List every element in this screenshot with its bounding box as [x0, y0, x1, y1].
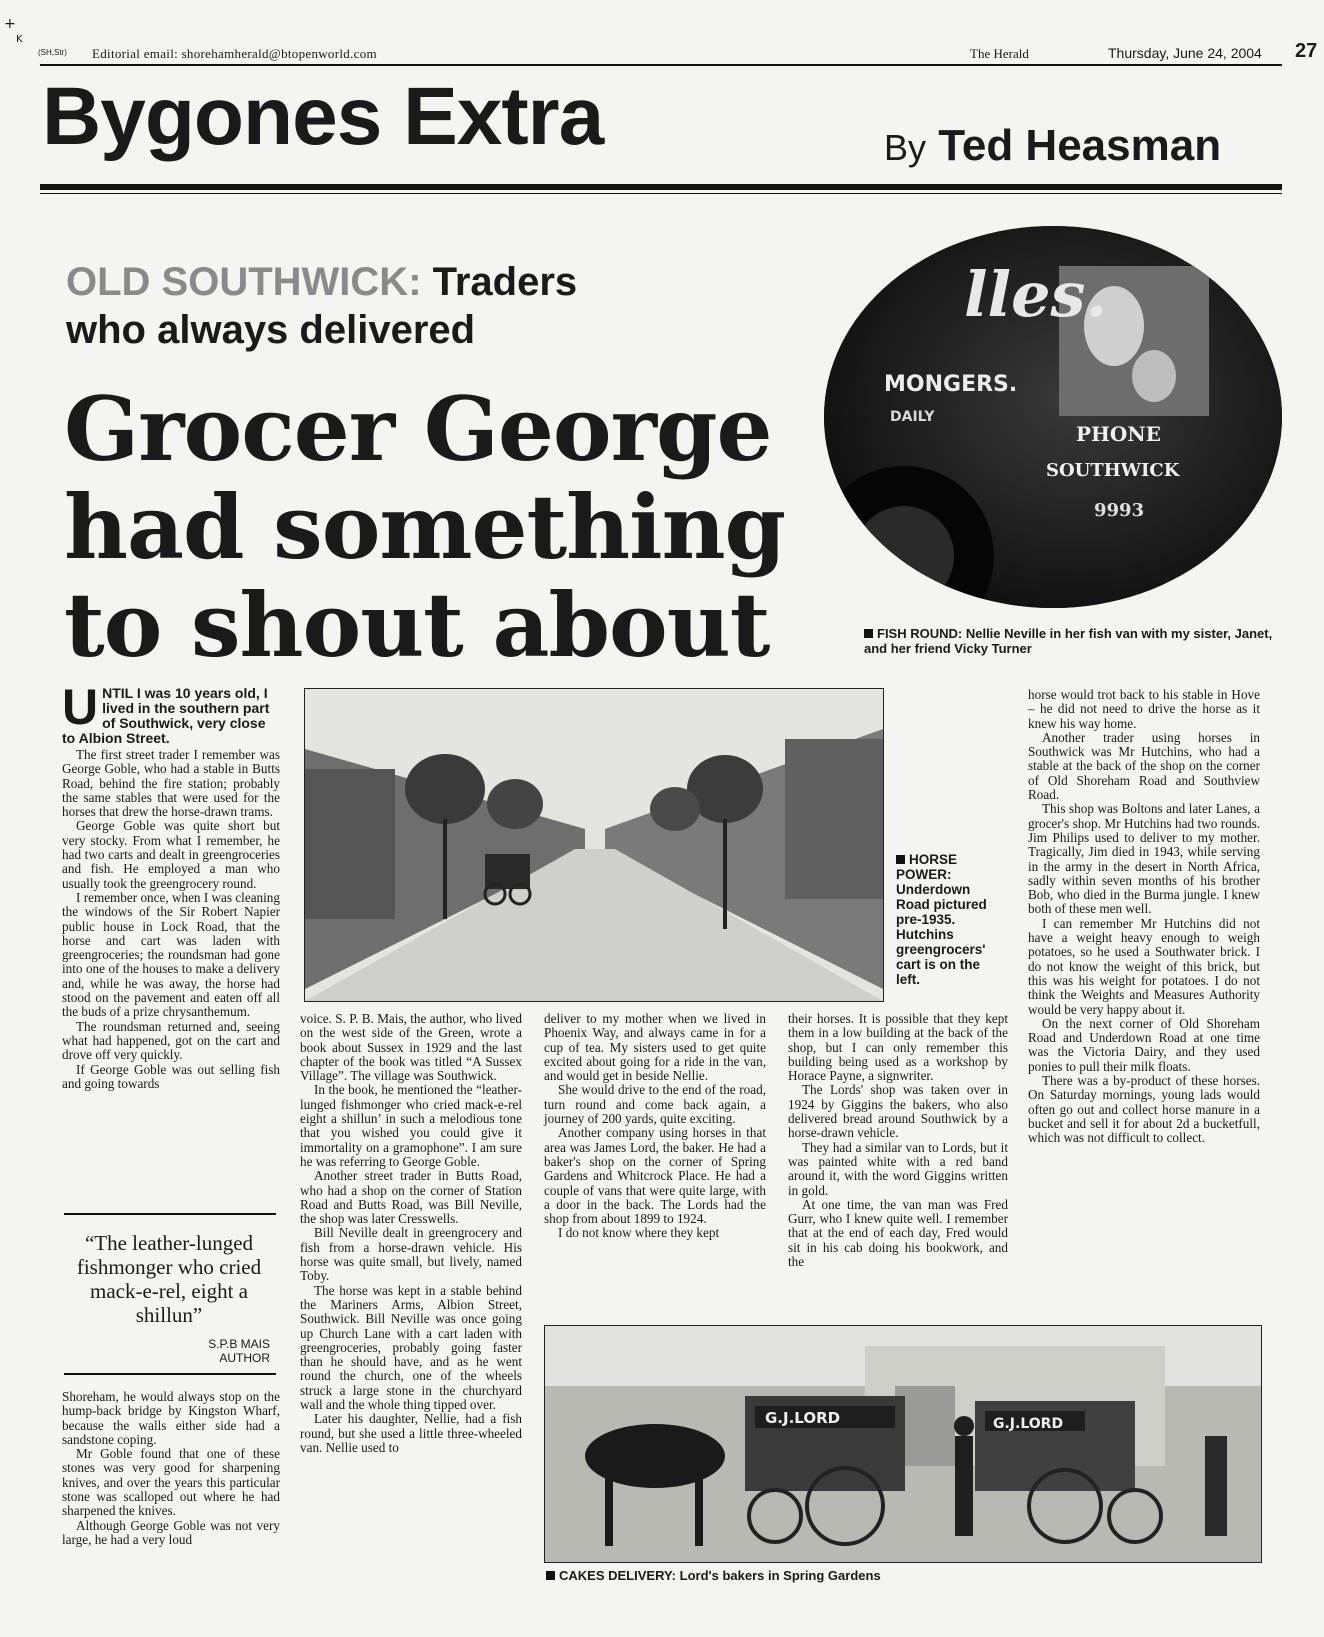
headline: [64, 377, 786, 677]
van-phone: PHONE: [1076, 422, 1161, 446]
caption-bullet-icon: [546, 1571, 555, 1580]
paragraph: On the next corner of Old Shoreham Road and Underdown Road at one time was the Victoria Dairy, and they used ponies to pull their milk floats.: [1028, 1015, 1260, 1074]
cart-sign-left: G.J.LORD: [765, 1409, 841, 1427]
byline-by: By: [884, 127, 927, 168]
kicker-rest: Traders: [432, 260, 578, 304]
fish-van-photo: [824, 226, 1282, 608]
paragraph: voice. S. P. B. Mais, the author, who lived on the west side of the Green, wrote a book about Sussex in 1929 and the last chapter of the book was titled “A Sussex Village”. The village was Southwick.: [300, 1011, 522, 1084]
editorial-email: Editorial email: shorehamherald@btopenworld.com: [92, 46, 377, 61]
paragraph: George Goble was quite short but very stocky. From what I remember, he had two carts and dealt in greengroceries and fish. He employed a man who usually took the greengrocery round.: [62, 818, 280, 891]
caption-bullet-icon: [896, 855, 905, 864]
paragraph: I remember once, when I was cleaning the windows of the Sir Robert Napier public house in Lock Road, that the horse and cart was laden with greengroceries; the roundsman had gone into one of the houses to make a delivery and, while he was away, the horse had stood on the pavement and eaten off all the buds of a prize chrysanthemum.: [62, 889, 280, 1020]
cakes-caption-text: Lord's bakers in Spring Gardens: [679, 1568, 881, 1583]
paragraph: The Lords' shop was taken over in 1924 by Giggins the bakers, who also delivered bread around Southwick by a horse-drawn vehicle.: [788, 1082, 1008, 1141]
pull-quote-attribution: [190, 1337, 270, 1365]
paragraph: Later his daughter, Nellie, had a fish round, but she used a little three-wheeled van. Nellie used to: [300, 1411, 522, 1455]
column-1: [62, 679, 280, 1091]
crop-mark: +: [4, 16, 16, 32]
kicker-line2: who always delivered: [66, 308, 476, 352]
paragraph: their horses. It is possible that they kept them in a low building at the back of the shop, but I can only remember this building being used as a workshop by Horace Payne, a signwriter.: [788, 1011, 1008, 1084]
registration-mark: K: [16, 34, 23, 45]
paragraph: This shop was Boltons and later Lanes, a grocer's shop. Mr Hutchins had two rounds. Jim Philips used to deliver to my mother. Tragically, Jim died in 1943, while serving in the army in the desert in North Africa, sadly within seven months of his brother Bob, who died in the Burma jungle. I knew both of these men well.: [1028, 801, 1260, 917]
paragraph: Another street trader in Butts Road, who had a shop on the corner of Station Road and Butts Road, was Bill Neville, the shop was later Cresswells.: [300, 1168, 522, 1227]
headline-line2: had something: [64, 475, 786, 579]
van-number: 9993: [1094, 500, 1145, 521]
pull-quote-name: S.P.B MAIS: [208, 1337, 270, 1351]
cart-sign-right: G.J.LORD: [993, 1416, 1064, 1432]
cakes-photo: [544, 1325, 1262, 1563]
quote-rule-top: [64, 1213, 276, 1215]
paragraph: horse would trot back to his stable in Hove – he did not need to drive the horse as it knew his way home.: [1028, 687, 1260, 731]
paragraph: Another trader using horses in Southwick was Mr Hutchins, who had a stable at the back of the shop on the corner of Old Shoreham Road and Southview Road.: [1028, 729, 1260, 803]
paragraph: Although George Goble was not very large, he had a very loud: [62, 1517, 280, 1547]
paragraph: She would drive to the end of the road, turn round and come back again, a journey of 200 yards, quite exciting.: [544, 1082, 766, 1127]
paragraph: Shoreham, he would always stop on the hump-back bridge by Kingston Wharf, because the walls either side had a sandstone coping.: [62, 1389, 280, 1447]
section-rule-thick: [40, 184, 1282, 190]
drop-cap: U: [62, 679, 99, 735]
van-southwick: SOUTHWICK: [1046, 460, 1180, 481]
kicker: [66, 258, 577, 354]
pull-quote-role: AUTHOR: [219, 1351, 270, 1365]
lead-paragraph: NTIL I was 10 years old, I lived in the southern part of Southwick, very close to Albion Street.: [62, 685, 270, 746]
paragraph: deliver to my mother when we lived in Phoenix Way, and always came in for a cup of tea. My sisters used to get quite excited about going for a ride in the van, and would get in beside Nellie.: [544, 1011, 766, 1084]
road-caption: [896, 852, 996, 987]
column-4: [788, 1012, 1008, 1269]
paragraph: In the book, he mentioned the “leather-lunged fishmonger who cried mack-e-rel eight a shillun’ in such a melodious tone that you wished you could give it immortality on a gramophone”. I am sure he was referring to George Goble.: [300, 1082, 522, 1169]
headline-line1: Grocer George: [64, 377, 772, 481]
fish-van-caption-text: Nellie Neville in her fish van with my sister, Janet, and her friend Vicky Turner: [864, 626, 1273, 656]
paragraph: The first street trader I remember was George Goble, who had a stable in Butts Road, behind the fire station; probably the same stables that were used for the horses that drew the horse-drawn trams.: [62, 747, 280, 820]
paragraph: Mr Goble found that one of these stones was very good for sharpening knives, and over the years this particular stone was scalloped out where he had sharpened the knives.: [62, 1446, 280, 1519]
paragraph: Bill Neville dealt in greengrocery and fish from a horse-drawn vehicle. His horse was quite small, but lively, named Toby.: [300, 1225, 522, 1284]
column-2: [300, 1012, 522, 1455]
running-head: [38, 40, 1318, 64]
byline: [884, 121, 1222, 170]
page-code: (SH,Str): [38, 48, 67, 57]
pull-quote: “The leather-lunged fishmonger who cried mack-e-rel, eight a shillun”: [76, 1231, 262, 1327]
section-rule-thin: [40, 193, 1282, 194]
quote-rule-bottom: [64, 1373, 276, 1375]
column-5: [1028, 688, 1260, 1146]
road-caption-label: HORSE POWER:: [896, 852, 958, 882]
column-3: [544, 1012, 766, 1241]
section-title: Bygones Extra: [42, 71, 604, 162]
van-daily: DAILY: [890, 409, 935, 425]
road-caption-text: Underdown Road pictured pre-1935. Hutchins greengrocers' cart is on the left.: [896, 882, 987, 987]
paragraph: I can remember Mr Hutchins did not have a weight heavy enough to weigh potatoes, so he used a Southwater brick. I do not know the weight of this brick, but this was his weight for potatoes. I do not think the Weights and Measures Authority would be very happy about it.: [1028, 915, 1260, 1017]
cakes-caption-label: CAKES DELIVERY:: [559, 1568, 677, 1583]
byline-author: Ted Heasman: [938, 121, 1222, 170]
cakes-illustration: [545, 1326, 1261, 1562]
road-photo: [304, 688, 884, 1002]
paragraph: Another company using horses in that area was James Lord, the baker. He had a baker's shop on the corner of Spring Gardens and Whitcrock Place. He had a couple of vans that were quite large, with a door in the back. The Lords had the shop from about 1899 to 1924.: [544, 1125, 766, 1227]
van-sign-fragment: lles.: [964, 258, 1108, 331]
road-illustration: [305, 689, 883, 1001]
caption-bullet-icon: [864, 629, 873, 638]
paragraph: The roundsman returned and, seeing what had happened, got on the cart and drove off very quickly.: [62, 1018, 280, 1063]
top-rule: [40, 64, 1282, 66]
paper-name: The Herald: [970, 46, 1029, 61]
cakes-caption: [546, 1568, 1246, 1583]
column-1-continued: [62, 1390, 280, 1547]
paragraph: At one time, the van man was Fred Gurr, who I knew quite well. I remember that at the end of each day, Fred would sit in his cab doing his bookwork, and the: [788, 1196, 1008, 1270]
page-number: 27: [1295, 40, 1318, 62]
paragraph: The horse was kept in a stable behind the Mariners Arms, Albion Street, Southwick. Bill Neville was once going up Church Lane with a cart laden with greengroceries, probably going faster than he should have, and as he went round the church, one of the wheels struck a large stone in the churchyard wall and the whole thing tipped over.: [300, 1282, 522, 1413]
issue-date: Thursday, June 24, 2004: [1108, 45, 1262, 61]
paragraph: They had a similar van to Lords, but it was painted white with a red band around it, with the word Giggins written in gold.: [788, 1139, 1008, 1198]
fish-van-caption-label: FISH ROUND:: [877, 626, 963, 641]
headline-line3: to shout about: [64, 573, 770, 677]
van-mongers: MONGERS.: [884, 372, 1018, 397]
kicker-location: OLD SOUTHWICK:: [66, 260, 422, 304]
paragraph: There was a by-product of these horses. On Saturday mornings, young lads would often go out and collect horse manure in a bucket and sell it for about 2d a bucketfull, which was not difficult to collect.: [1028, 1073, 1260, 1146]
fish-van-illustration: [824, 226, 1282, 608]
fish-van-caption: [864, 626, 1274, 656]
paragraph: If George Goble was out selling fish and going towards: [62, 1061, 280, 1091]
paragraph: I do not know where they kept: [558, 1225, 720, 1241]
